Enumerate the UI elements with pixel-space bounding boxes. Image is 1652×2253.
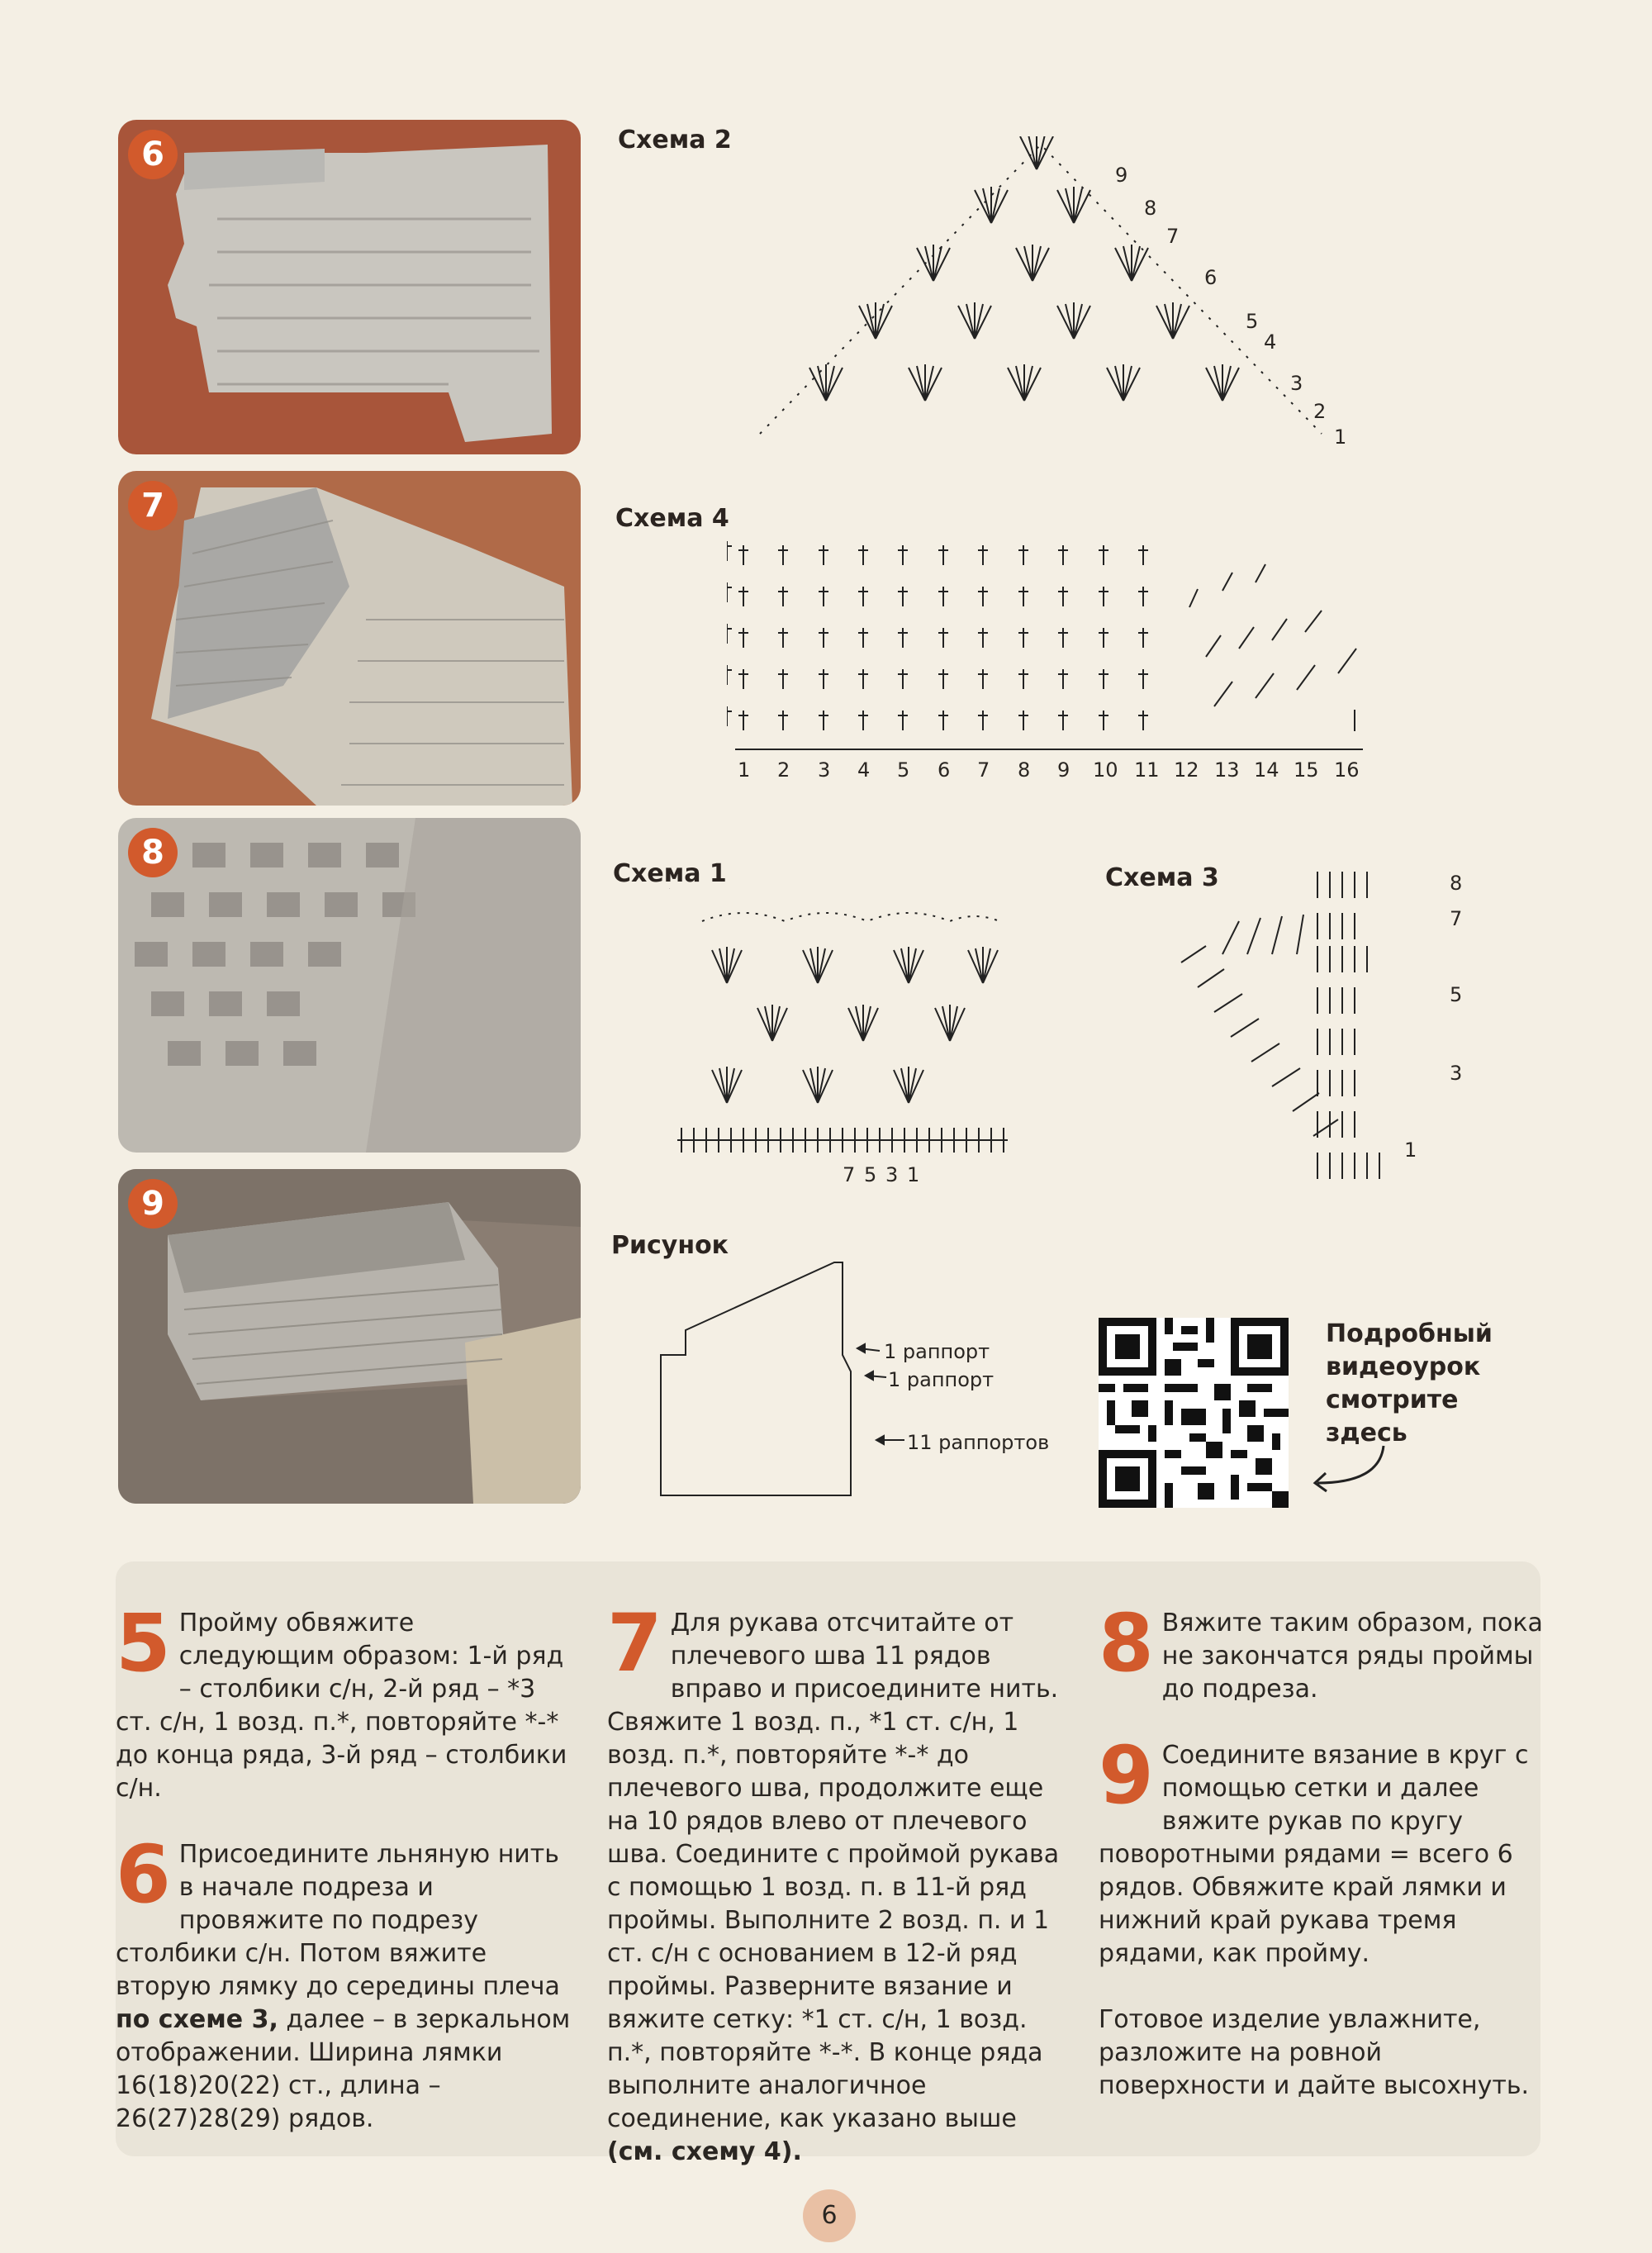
- scheme-2-row-label: 7: [1166, 225, 1180, 248]
- photo-number-badge: 7: [128, 481, 178, 530]
- crochet-sleeve-photo-icon: [118, 471, 581, 806]
- final-note: [1099, 2003, 1545, 2103]
- step-7: [607, 1597, 1066, 2169]
- qr-caption-line: здесь: [1326, 1419, 1408, 1447]
- figure-title: Рисунок: [611, 1231, 729, 1260]
- scheme-2-diagram: [727, 136, 1388, 450]
- photo-number-badge: 9: [128, 1179, 178, 1229]
- qr-caption-line: видеоурок: [1326, 1352, 1481, 1381]
- scheme-4-col-label: 8: [1018, 758, 1031, 782]
- step-text: Соедините вязание в круг с помощью сетки и далее вяжите рукав по кругу поворотными рядами = всего 6 рядов. Обвяжите край лямки и нижний край рукава тремя рядами, как пройму.: [1099, 1741, 1529, 1968]
- step-text-part: Присоедините льняную нить в начале подреза и провяжите по подрезу столбики с/н. Потом вяжите вторую лямку до середины плеча: [116, 1840, 560, 2001]
- photo-number-badge: 6: [128, 130, 178, 179]
- scheme-1-row-label: 7: [843, 1163, 856, 1186]
- step-text-bold: (см. схему 4).: [607, 2137, 802, 2166]
- steps-column-3: [1099, 1597, 1545, 2136]
- scheme-1-diagram: [669, 888, 1041, 1177]
- photo-step-6: [118, 120, 581, 454]
- step-text: [116, 1828, 574, 2136]
- scheme-1-row-label: 1: [907, 1163, 920, 1186]
- step-text-part: далее – в зеркальном отображении. Ширина лямки 16(18)20(22) ст., длина – 26(27)28(29) рядов.: [116, 2005, 571, 2133]
- curved-arrow-icon: [1305, 1442, 1396, 1500]
- step-text: Вяжите таким образом, пока не закончатся ряды проймы до подреза.: [1161, 1609, 1543, 1704]
- step-number: 8: [1099, 1597, 1154, 1690]
- scheme-4-title: Схема 4: [615, 504, 729, 533]
- step-9: [1099, 1729, 1545, 1970]
- steps-column-1: [116, 1597, 574, 2169]
- step-8: [1099, 1597, 1545, 1706]
- scheme-4-col-label: 11: [1134, 758, 1160, 782]
- photo-step-9: [118, 1169, 581, 1504]
- scheme-4-col-label: 9: [1057, 758, 1070, 782]
- qr-caption: [1326, 1318, 1493, 1450]
- step-text-part: Для рукава отсчитайте от плечевого шва 11 рядов вправо и присоедините нить. Свяжите 1 возд. п., *1 ст. с/н, 1 возд. п.*, повторяйте *-* до плечевого шва, продолжите еще на 10 рядов влево от плечевого шва. Соедините с проймой рукава с помощью 1 возд. п. в 11-й ряд проймы. Выполните 2 возд. п. и 1 ст. с/н с основанием в 12-й ряд проймы. Разверните вязание и вяжите сетку: *1 ст. с/н, 1 возд. п.*, повторяйте *-*. В конце ряда выполните аналогичное соединение, как указано выше: [607, 1609, 1060, 2133]
- figure-arrows: [855, 1338, 913, 1454]
- scheme-4-col-label: 4: [857, 758, 871, 782]
- step-number: 7: [607, 1597, 662, 1690]
- scheme-2-row-label: 8: [1144, 197, 1157, 220]
- qr-code-icon[interactable]: [1099, 1318, 1289, 1508]
- scheme-3-diagram: [1173, 863, 1487, 1194]
- scheme-1-title: Схема 1: [613, 859, 727, 888]
- steps-column-2: [607, 1597, 1066, 2202]
- step-text: Пройму обвяжите следующим образом: 1-й ряд – столбики с/н, 2-й ряд – *3 ст. с/н, 1 возд. п.*, повторяйте *-* до конца ряда, 3-й ряд – столбики с/н.: [116, 1609, 567, 1803]
- scheme-4-col-label: 5: [897, 758, 910, 782]
- scheme-4-col-label: 6: [938, 758, 951, 782]
- photo-step-7: [118, 471, 581, 806]
- figure-callout: 1 раппорт: [884, 1340, 990, 1363]
- scheme-4-col-label: 2: [777, 758, 790, 782]
- scheme-1-row-label: 3: [885, 1163, 899, 1186]
- photo-number-badge: 8: [128, 828, 178, 877]
- step-6: [116, 1828, 574, 2136]
- scheme-4-col-label: 15: [1294, 758, 1319, 782]
- final-text: Готовое изделие увлажните, разложите на ровной поверхности и дайте высохнуть.: [1099, 2005, 1530, 2100]
- scheme-3-row-label: 1: [1404, 1138, 1417, 1162]
- scheme-2-row-label: 4: [1264, 330, 1277, 354]
- scheme-2-row-label: 3: [1290, 372, 1303, 395]
- scheme-2-row-label: 5: [1246, 310, 1259, 333]
- scheme-3-title: Схема 3: [1105, 863, 1219, 892]
- scheme-4-diagram: [727, 541, 1388, 756]
- scheme-2-title: Схема 2: [618, 126, 732, 154]
- scheme-3-row-label: 8: [1450, 872, 1463, 895]
- figure-callout: 1 раппорт: [888, 1368, 995, 1391]
- scheme-4-col-label: 1: [738, 758, 751, 782]
- scheme-4-col-label: 3: [818, 758, 831, 782]
- qr-caption-line: смотрите: [1326, 1386, 1459, 1414]
- crochet-sleeve-edge-photo-icon: [118, 1169, 581, 1504]
- scheme-1-row-label: 5: [864, 1163, 877, 1186]
- step-number: 6: [116, 1828, 171, 1921]
- step-text: [607, 1597, 1066, 2169]
- scheme-3-row-label: 5: [1450, 983, 1463, 1006]
- crochet-mesh-photo-icon: [118, 818, 581, 1153]
- scheme-3-row-label: 3: [1450, 1062, 1463, 1085]
- scheme-3-row-label: 7: [1450, 907, 1463, 930]
- scheme-4-col-label: 10: [1093, 758, 1118, 782]
- scheme-4-col-label: 7: [977, 758, 990, 782]
- step-number: 9: [1099, 1729, 1154, 1822]
- scheme-2-row-label: 9: [1115, 164, 1128, 187]
- qr-caption-line: Подробный: [1326, 1319, 1493, 1348]
- figure-callout: 11 раппортов: [907, 1431, 1050, 1454]
- step-5: [116, 1597, 574, 1805]
- step-text-bold: по схеме 3,: [116, 2005, 278, 2034]
- scheme-2-row-label: 6: [1204, 266, 1218, 289]
- crochet-vest-photo-icon: [118, 120, 581, 454]
- scheme-4-col-label: 12: [1174, 758, 1199, 782]
- photo-step-8: [118, 818, 581, 1153]
- page-number: 6: [803, 2189, 856, 2242]
- scheme-4-col-label: 16: [1334, 758, 1360, 782]
- scheme-2-row-label: 2: [1313, 400, 1327, 423]
- step-number: 5: [116, 1597, 171, 1690]
- scheme-2-row-label: 1: [1334, 425, 1347, 449]
- scheme-4-col-label: 13: [1214, 758, 1240, 782]
- scheme-4-col-label: 14: [1254, 758, 1279, 782]
